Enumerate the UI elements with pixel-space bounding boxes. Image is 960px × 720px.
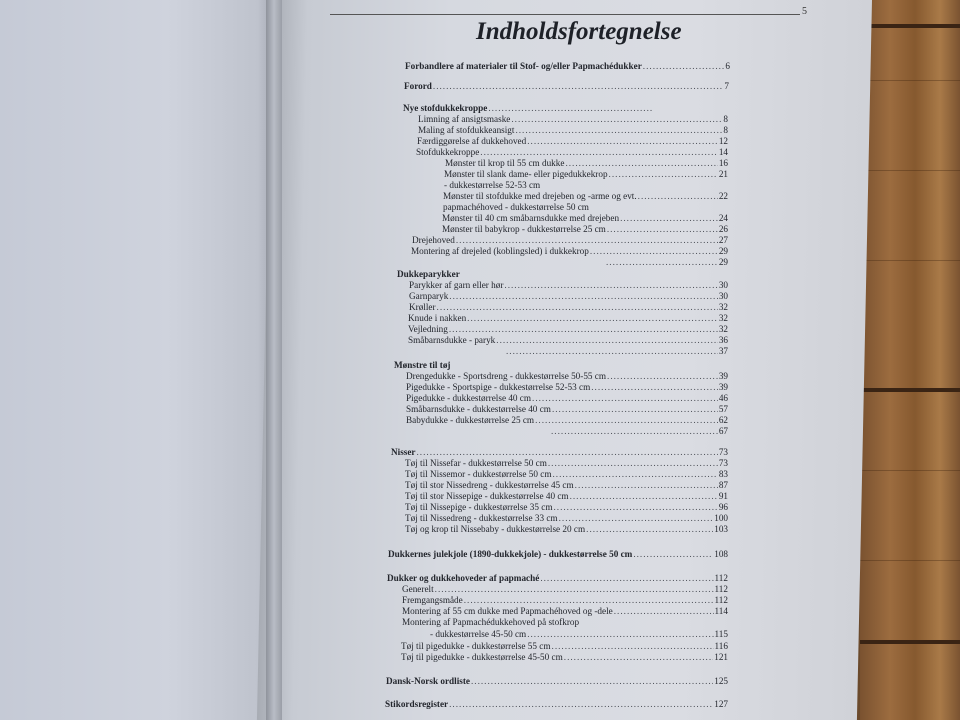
toc-entry: Tøj til pigedukke - dukkestørrelse 55 cm ..... 116 <box>401 640 728 652</box>
toc-entry: Stofdukkekroppe ..... 14 <box>416 146 728 158</box>
toc-entry: Drejehoved ..... 27 <box>412 234 728 246</box>
toc-entry: Dukkeparykker <box>397 269 460 279</box>
toc-entry: Drengedukke - Sportsdreng - dukkestørrelse 50-55 cm ..... 39 <box>406 370 728 382</box>
toc-entry: Stikordsregister ..... 127 <box>385 698 728 710</box>
toc-entry: ..... 29 <box>605 256 728 268</box>
toc-entry: Pigedukke - Sportspige - dukkestørrelse 52-53 cm ..... 39 <box>406 381 728 393</box>
toc-entry: ..... 37 <box>505 345 728 357</box>
toc-entry: Småbarnsdukke - paryk ..... 36 <box>408 334 728 346</box>
toc-entry: Tøj til Nissemor - dukkestørrelse 50 cm ..... 83 <box>405 468 728 480</box>
toc-entry: Tøj til pigedukke - dukkestørrelse 45-50 cm ..... 121 <box>401 651 728 663</box>
page-number: 5 <box>802 6 807 17</box>
toc-entry: Færdiggørelse af dukkehoved ..... 12 <box>417 135 728 147</box>
toc-entry: Montering af drejeled (koblingsled) i dukkekrop ..... 29 <box>411 245 728 257</box>
toc-entry: Småbarnsdukke - dukkestørrelse 40 cm ..... 57 <box>406 403 728 415</box>
toc-entry: Dansk-Norsk ordliste ..... 125 <box>386 675 728 687</box>
toc-entry: Mønster til 40 cm småbarnsdukke med drejeben ..... 24 <box>442 212 728 224</box>
toc-entry: Tøj til Nissedreng - dukkestørrelse 33 cm ..... 100 <box>405 512 728 524</box>
toc-entry: Mønster til babykrop - dukkestørrelse 25 cm ..... 26 <box>442 223 728 235</box>
toc-entry: Maling af stofdukkeansigt ..... 8 <box>418 124 728 136</box>
toc-entry-continuation: - dukkestørrelse 52-53 cm <box>444 180 541 190</box>
toc-entry: ..... 67 <box>550 425 728 437</box>
toc-entry: Mønster til krop til 55 cm dukke ..... 16 <box>445 157 728 169</box>
toc-entry: Dukker og dukkehoveder af papmaché ..... 112 <box>387 572 728 584</box>
toc-entry: Montering af 55 cm dukke med Papmachéhoved og -dele ..... 114 <box>402 605 728 617</box>
toc-entry: Generelt ..... 112 <box>402 583 728 595</box>
toc-entry: Nisser ..... 73 <box>391 446 728 458</box>
toc-entry: Krøller ..... 32 <box>409 301 728 313</box>
toc-entry: Mønstre til tøj <box>394 360 451 370</box>
toc-entry: Tøj og krop til Nissebaby - dukkestørrelse 20 cm ..... 103 <box>405 523 728 535</box>
toc-entry: Forbandlere af materialer til Stof- og/eller Papmachédukker ..... 6 <box>405 60 730 72</box>
toc-entry: Babydukke - dukkestørrelse 25 cm ..... 62 <box>406 414 728 426</box>
toc-entry: Garnparyk ..... 30 <box>409 290 728 302</box>
toc-entry: Forord ..... 7 <box>404 80 729 92</box>
toc-entry: - dukkestørrelse 45-50 cm ..... 115 <box>430 628 728 640</box>
toc-entry: Pigedukke - dukkestørrelse 40 cm ..... 46 <box>406 392 728 404</box>
toc-entry: Fremgangsmåde ..... 112 <box>402 594 728 606</box>
toc-entry: Dukkernes julekjole (1890-dukkekjole) - dukkestørrelse 50 cm ..... 108 <box>388 548 728 560</box>
toc-entry: Tøj til stor Nissedreng - dukkestørrelse 45 cm ..... 87 <box>405 479 728 491</box>
toc-entry-continuation: papmachéhoved - dukkestørrelse 50 cm <box>443 202 589 212</box>
toc-entry: Vejledning ..... 32 <box>408 323 728 335</box>
toc-entry: Tøj til Nissefar - dukkestørrelse 50 cm ..... 73 <box>405 457 728 469</box>
toc-entry: Tøj til Nissepige - dukkestørrelse 35 cm ..... 96 <box>405 501 728 513</box>
toc-entry: Montering af Papmachédukkehoved på stofkrop <box>402 617 580 627</box>
toc-entry: Mønster til stofdukke med drejeben og -arme og evt. ..... 22 <box>443 190 728 202</box>
toc-entry: Mønster til slank dame- eller pigedukkekrop ..... 21 <box>444 168 728 180</box>
toc-entry: Knude i nakken ..... 32 <box>408 312 728 324</box>
toc-entry: Nye stofdukkekroppe ..... <box>403 102 653 114</box>
toc-entry: Limning af ansigtsmaske ..... 8 <box>418 113 728 125</box>
toc-title: Indholdsfortegnelse <box>476 18 682 45</box>
toc-entry: Tøj til stor Nissepige - dukkestørrelse 40 cm ..... 91 <box>405 490 728 502</box>
toc-entry: Parykker af garn eller hør ..... 30 <box>409 279 728 291</box>
